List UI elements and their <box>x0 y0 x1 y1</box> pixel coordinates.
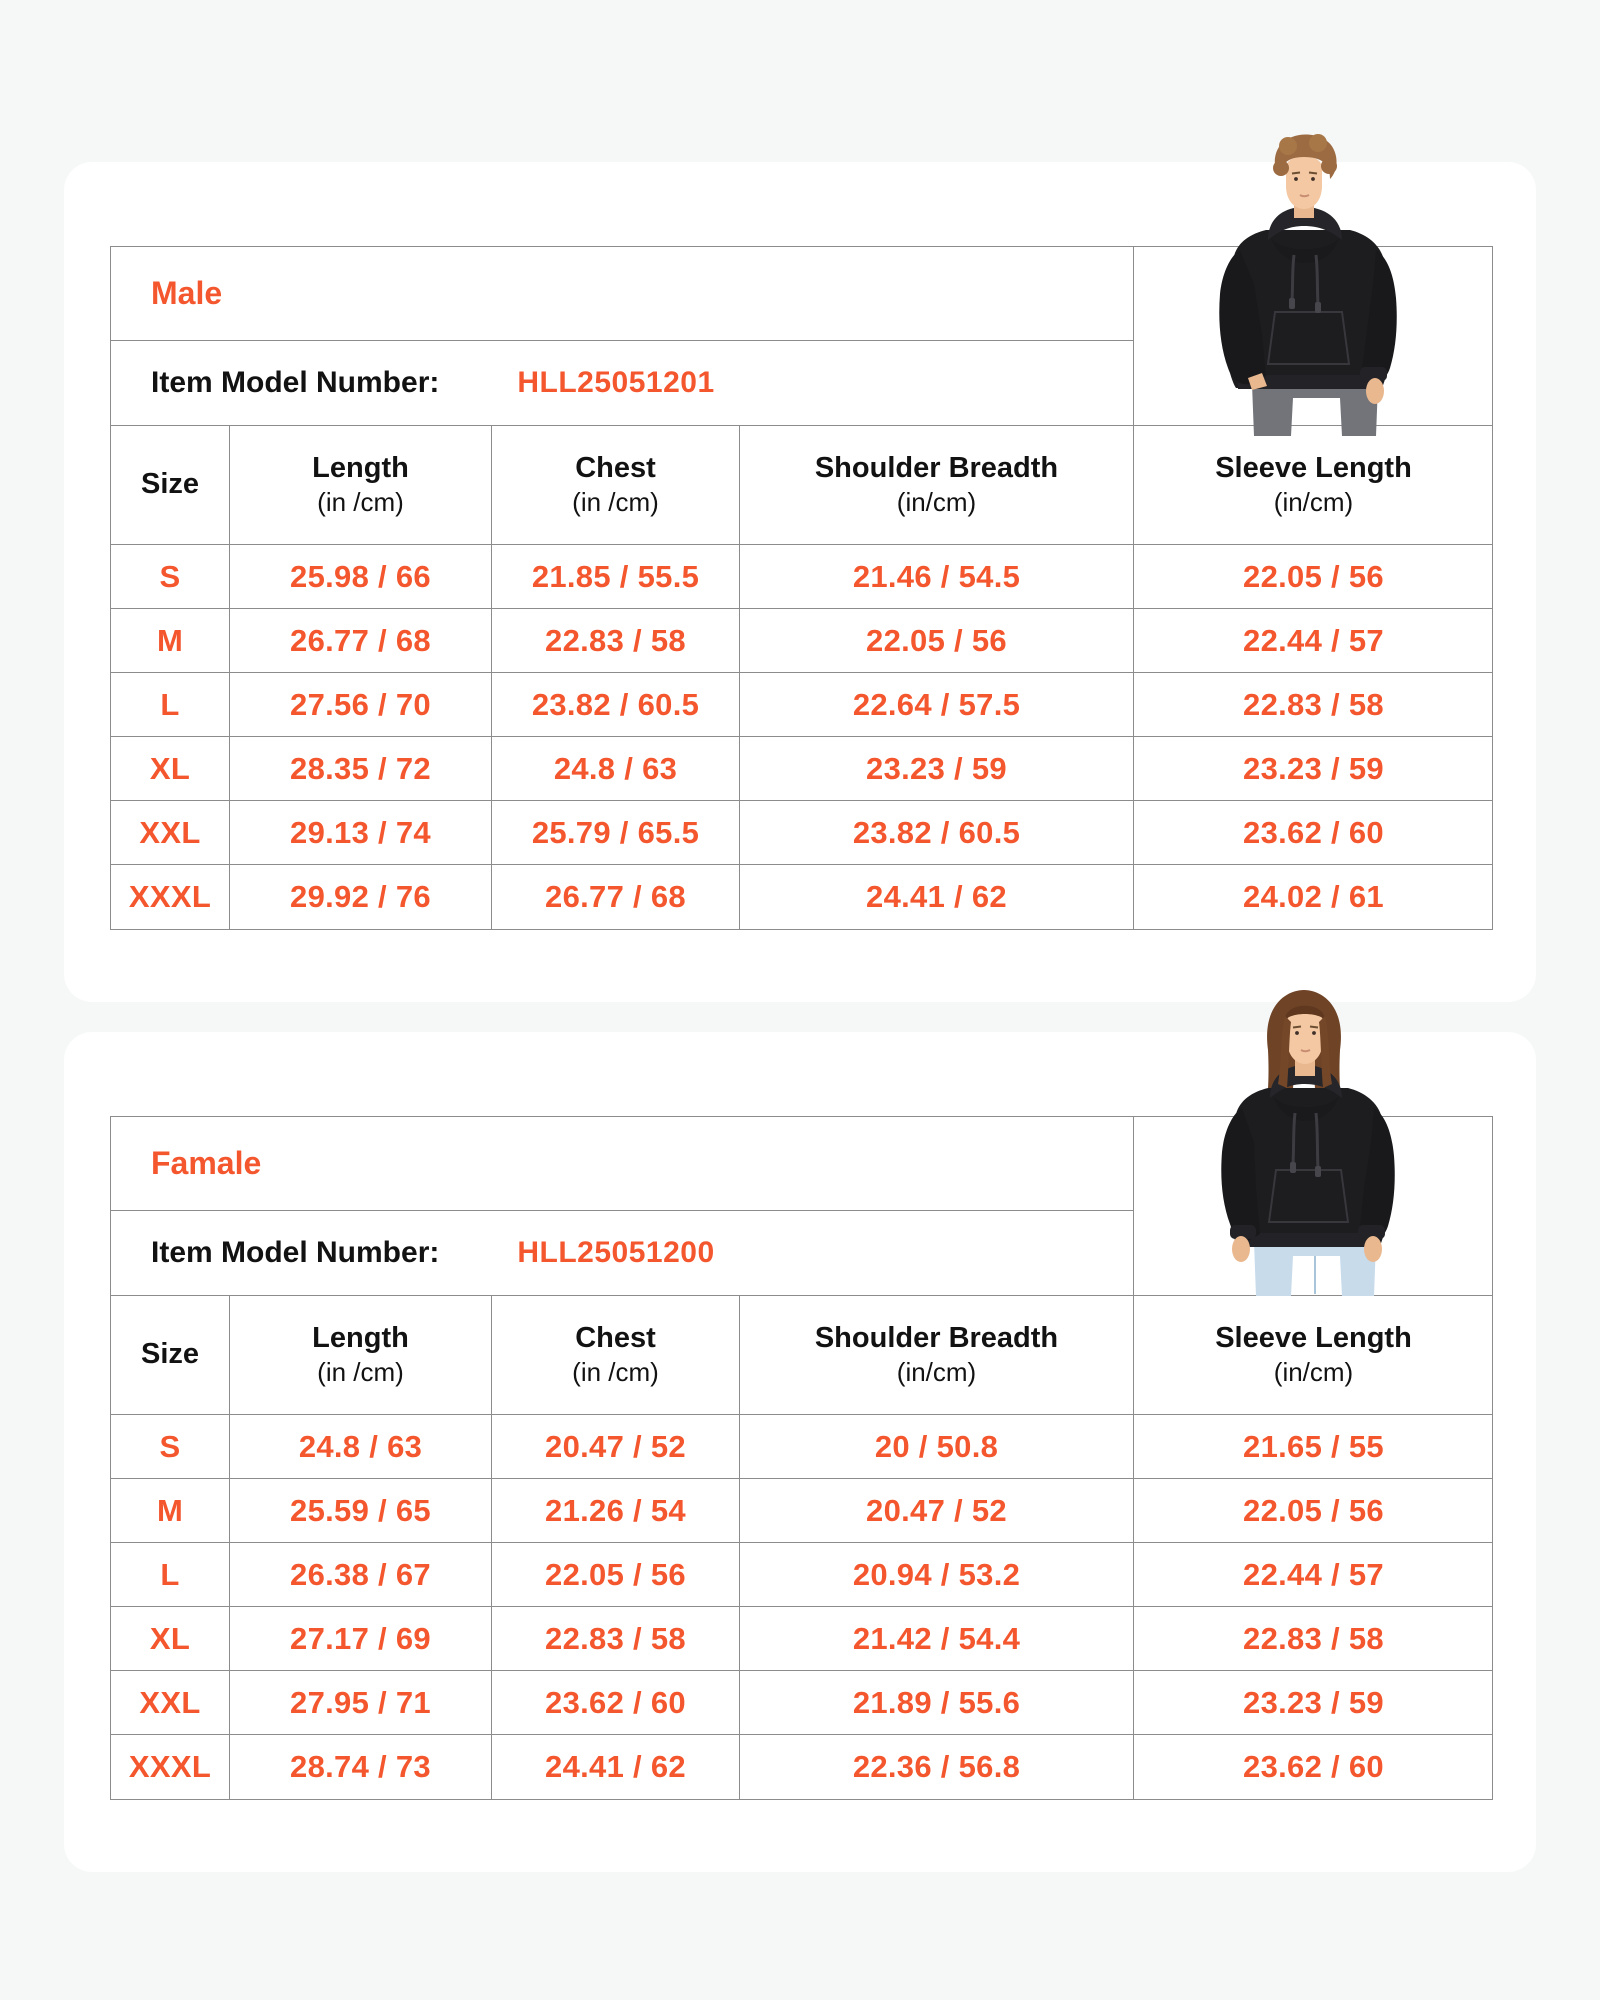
male-face <box>1286 156 1322 209</box>
table-0-row-XXL-length: 29.13 / 74 <box>230 801 492 865</box>
table-0-row-XL-chest: 24.8 / 63 <box>492 737 740 801</box>
table-0-row-XXXL-chest: 26.77 / 68 <box>492 865 740 929</box>
table-1-row-M-chest: 21.26 / 54 <box>492 1479 740 1543</box>
col-header-shoulder-breadth: Shoulder Breadth (in/cm) <box>740 426 1134 545</box>
table-0-row-S-length: 25.98 / 66 <box>230 545 492 609</box>
table-1-row-XXXL-size: XXXL <box>111 1735 230 1799</box>
table-1-row-S-shoulder: 20 / 50.8 <box>740 1415 1134 1479</box>
table-0-row-XXL-size: XXL <box>111 801 230 865</box>
gender-title-female: Famale <box>111 1117 1134 1211</box>
table-0-row-M-sleeve: 22.44 / 57 <box>1134 609 1493 673</box>
table-0-row-L-chest: 23.82 / 60.5 <box>492 673 740 737</box>
table-0-row-S-chest: 21.85 / 55.5 <box>492 545 740 609</box>
table-1-row-XXXL-shoulder: 22.36 / 56.8 <box>740 1735 1134 1799</box>
table-0-row-M-shoulder: 22.05 / 56 <box>740 609 1134 673</box>
table-1-row-M-shoulder: 20.47 / 52 <box>740 1479 1134 1543</box>
item-model-number: HLL25051200 <box>517 1236 715 1269</box>
table-1-row-L-chest: 22.05 / 56 <box>492 1543 740 1607</box>
table-0-row-L-shoulder: 22.64 / 57.5 <box>740 673 1134 737</box>
table-0-row-XL-sleeve: 23.23 / 59 <box>1134 737 1493 801</box>
table-1-row-L-shoulder: 20.94 / 53.2 <box>740 1543 1134 1607</box>
hoodie-hood <box>1270 1065 1342 1098</box>
table-0-row-L-length: 27.56 / 70 <box>230 673 492 737</box>
table-1-row-M-sleeve: 22.05 / 56 <box>1134 1479 1493 1543</box>
table-1-row-XL-chest: 22.83 / 58 <box>492 1607 740 1671</box>
table-0-row-XXXL-sleeve: 24.02 / 61 <box>1243 879 1384 914</box>
male-size-table <box>110 246 1493 930</box>
col-header-length: Length (in /cm) <box>230 426 492 545</box>
gender-title-male: Male <box>111 247 1134 341</box>
table-1-row-XXL-shoulder: 21.89 / 55.6 <box>740 1671 1134 1735</box>
table-0-row-XL-size: XL <box>111 737 230 801</box>
table-0-row-XXL-chest: 25.79 / 65.5 <box>492 801 740 865</box>
table-0-row-XXXL-size: XXXL <box>111 865 230 929</box>
item-model-row-female <box>111 1211 1134 1296</box>
col-header-sleeve-length: Sleeve Length (in/cm) <box>1134 426 1493 545</box>
item-model-number: HLL25051201 <box>517 366 715 399</box>
table-0-row-M-chest: 22.83 / 58 <box>492 609 740 673</box>
table-0-row-S-size: S <box>111 545 230 609</box>
female-face <box>1287 1010 1323 1064</box>
col-header-size: Size <box>111 426 230 545</box>
table-0-row-M-length: 26.77 / 68 <box>230 609 492 673</box>
table-1-row-L-length: 26.38 / 67 <box>230 1543 492 1607</box>
model-photo-cell-male <box>1134 247 1493 426</box>
model-photo-cell-female <box>1134 1117 1493 1296</box>
table-1-row-XL-shoulder: 21.42 / 54.4 <box>740 1607 1134 1671</box>
hoodie-hood <box>1268 207 1342 240</box>
table-1-row-XXL-length: 27.95 / 71 <box>230 1671 492 1735</box>
table-0-row-XXL-sleeve: 23.62 / 60 <box>1134 801 1493 865</box>
table-0-row-L-sleeve: 22.83 / 58 <box>1134 673 1493 737</box>
table-0-row-XXL-shoulder: 23.82 / 60.5 <box>740 801 1134 865</box>
col-header-length: Length (in /cm) <box>230 1296 492 1415</box>
table-1-row-XL-length: 27.17 / 69 <box>230 1607 492 1671</box>
table-1-row-S-sleeve: 21.65 / 55 <box>1134 1415 1493 1479</box>
item-model-label: Item Model Number: <box>151 366 440 399</box>
item-model-label: Item Model Number: <box>151 1236 440 1269</box>
table-0-row-S-sleeve: 22.05 / 56 <box>1134 545 1493 609</box>
female-size-table <box>110 1116 1493 1800</box>
col-header-sleeve-length: Sleeve Length (in/cm) <box>1134 1296 1493 1415</box>
table-1-row-XXXL-sleeve: 23.62 / 60 <box>1243 1749 1384 1784</box>
col-header-chest: Chest (in /cm) <box>492 1296 740 1415</box>
table-1-row-L-size: L <box>111 1543 230 1607</box>
table-1-row-XL-size: XL <box>111 1607 230 1671</box>
table-0-row-XXXL-shoulder: 24.41 / 62 <box>740 865 1134 929</box>
col-header-shoulder-breadth: Shoulder Breadth (in/cm) <box>740 1296 1134 1415</box>
size-chart-card-female <box>64 1032 1536 1872</box>
table-1-row-S-chest: 20.47 / 52 <box>492 1415 740 1479</box>
table-1-row-S-size: S <box>111 1415 230 1479</box>
table-1-row-L-sleeve: 22.44 / 57 <box>1134 1543 1493 1607</box>
table-0-row-L-size: L <box>111 673 230 737</box>
table-1-row-XL-sleeve: 22.83 / 58 <box>1134 1607 1493 1671</box>
table-1-row-XXL-size: XXL <box>111 1671 230 1735</box>
table-1-row-XXXL-chest: 24.41 / 62 <box>492 1735 740 1799</box>
item-model-row-male <box>111 341 1134 426</box>
male-hair <box>1275 134 1337 179</box>
table-1-row-M-length: 25.59 / 65 <box>230 1479 492 1543</box>
table-1-row-M-size: M <box>111 1479 230 1543</box>
size-chart-card-male <box>64 162 1536 1002</box>
table-1-row-XXXL-length: 28.74 / 73 <box>230 1735 492 1799</box>
col-header-size: Size <box>111 1296 230 1415</box>
table-0-row-XL-length: 28.35 / 72 <box>230 737 492 801</box>
table-0-row-S-shoulder: 21.46 / 54.5 <box>740 545 1134 609</box>
table-0-row-XXXL-length: 29.92 / 76 <box>230 865 492 929</box>
table-0-row-M-size: M <box>111 609 230 673</box>
table-1-row-XXL-sleeve: 23.23 / 59 <box>1134 1671 1493 1735</box>
table-0-row-XL-shoulder: 23.23 / 59 <box>740 737 1134 801</box>
col-header-chest: Chest (in /cm) <box>492 426 740 545</box>
table-1-row-XXL-chest: 23.62 / 60 <box>492 1671 740 1735</box>
table-1-row-S-length: 24.8 / 63 <box>230 1415 492 1479</box>
